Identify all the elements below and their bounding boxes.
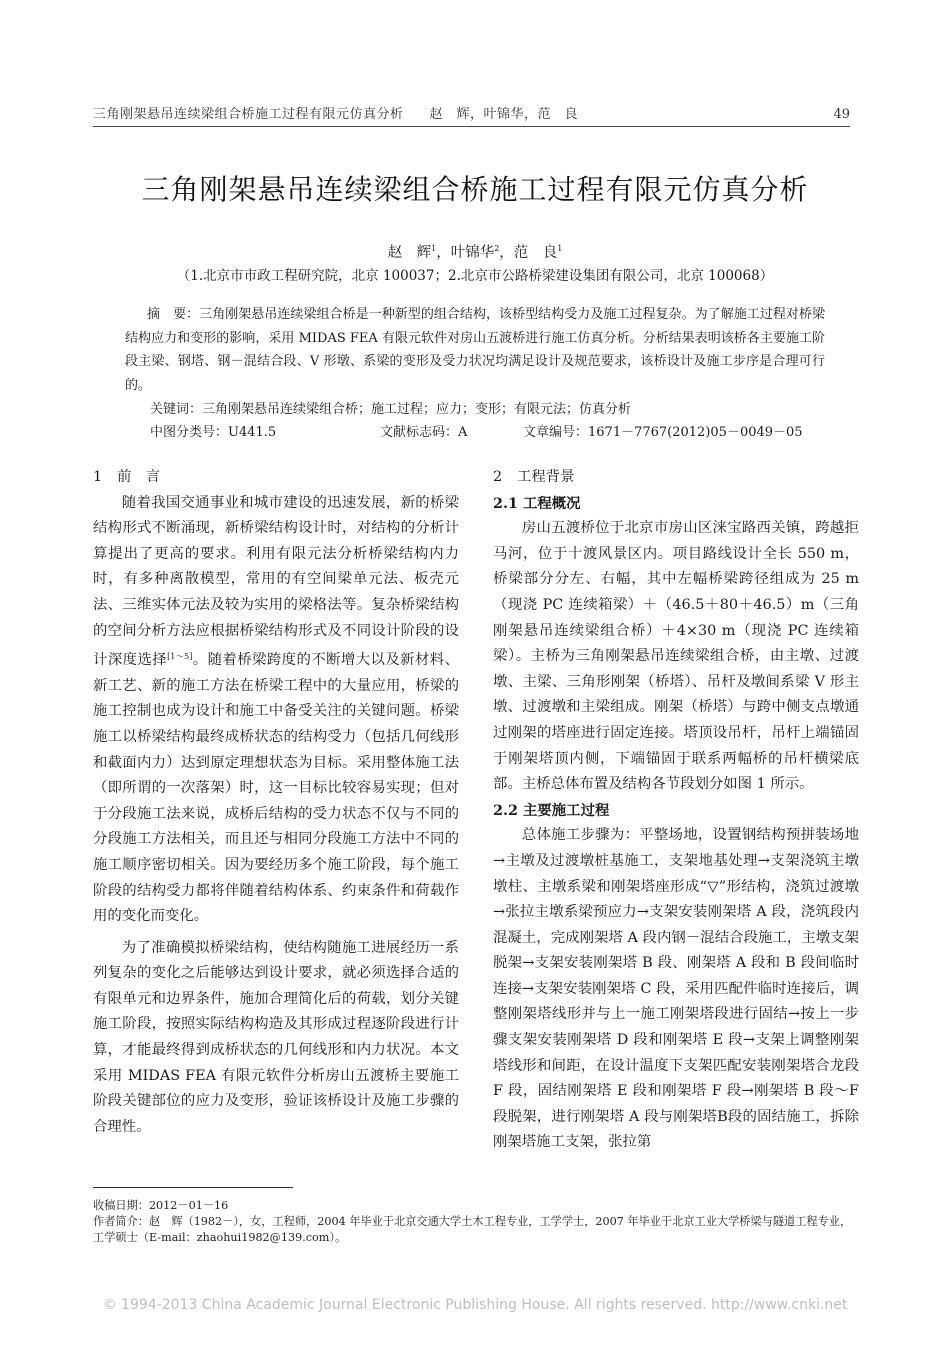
affiliations: （1.北京市市政工程研究院，北京 100037；2.北京市公路桥梁建设集团有限公司，北京 100068）: [176, 268, 774, 284]
running-header: [93, 103, 850, 122]
paragraph: 总体施工步骤为：平整场地，设置钢结构预拼装场地→主墩及过渡墩桩基施工，支架地基处理→支架浇筑主墩墩柱、主墩系梁和刚架塔座形成“▽”形结构，浇筑过渡墩→张拉主墩系梁预应力→支架安装刚架塔 A 段，浇筑段内混凝土，完成刚架塔 A 段内钢－混结合段施工，主墩支架脱架→支架安装刚架塔 B 段、刚架塔 A 段和 B 段间临时连接→支架安装刚架塔 C 段，采用匹配件临时连接后，调整刚架塔线形并与上一施工刚架塔段进行固结→按上一步骤支架安装刚架塔 D 段和刚架塔 E 段→支架上调整刚架塔线形和间距，在设计温度下支架匹配安装刚架塔合龙段 F 段，固结刚架塔 E 段和刚架塔 F 段→刚架塔 B 段～F 段脱架，进行刚架塔 A 段与刚架塔B段的固结施工，拆除刚架塔施工支架，张拉第: [493, 827, 859, 1151]
section-title: 工程背景: [517, 469, 575, 485]
running-header-left: [93, 103, 578, 122]
subsection-title: 工程概况: [523, 494, 581, 512]
footnote-rule: [93, 1187, 293, 1188]
section-number: 1: [93, 469, 103, 485]
header-rule: [93, 126, 850, 127]
abstract: 摘 要：三角刚架悬吊连续梁组合桥是一种新型的组合结构，该桥型结构受力及施工过程复杂。为了解施工过程对桥梁结构应力和变形的影响，采用 MIDAS FEA 有限元软件对房山五渡桥进行施工仿真分析。分析结果表明该桥各主要施工阶段主梁、钢塔、钢－混结合段、V 形墩、系梁的变形及受力状况均满足设计及规范要求，该桥设计及施工步序是合理可行的。: [125, 307, 825, 394]
author-line: [0, 241, 950, 262]
author-3-affil-mark: 1: [557, 244, 563, 254]
paragraph: [93, 491, 459, 930]
copyright-watermark: © 1994-2013 China Academic Journal Electronic Publishing House. All rights reserved. http://www.cnki.net: [102, 1297, 848, 1313]
author-bio: 作者简介：赵 辉（1982－），女，工程师，2004 年毕业于北京交通大学土木工程专业，工学学士，2007 年毕业于北京工业大学桥梁与隧道工程专业，工学硕士（E-mail：zhaohui1982@139.com）。: [93, 1215, 852, 1244]
paragraph-text: 随着我国交通事业和城市建设的迅速发展，新的桥梁结构形式不断涌现，新桥梁结构设计时，对结构的分析计算提出了更高的要求。利用有限元法分析桥梁结构内力时，有多种离散模型，常用的有空间梁单元法、板壳元法、三维实体元法及较为实用的梁格法等。复杂桥梁结构的空间分析方法应根据桥梁结构形式及不同设计阶段的设计深度选择: [93, 494, 459, 669]
author-1-affil-mark: 1: [431, 244, 437, 254]
author-3: ，范 良: [499, 245, 558, 261]
right-column: [493, 465, 859, 1156]
clc-number: 中图分类号：U441.5: [150, 425, 277, 440]
citation: [1～5]: [167, 652, 193, 662]
author-1: 赵 辉: [387, 245, 432, 261]
article-title: 三角刚架悬吊连续梁组合桥施工过程有限元仿真分析: [141, 173, 809, 206]
paragraph: 房山五渡桥位于北京市房山区涞宝路西关镇，跨越拒马河，位于十渡风景区内。项目路线设计全长 550 m，桥梁部分分左、右幅，其中左幅桥梁跨径组成为 25 m（现浇 PC 连续箱梁）＋（46.5＋80＋46.5）m（三角刚架悬吊连续梁组合桥）＋4×30 m（现浇 PC 连续箱梁）。主桥为三角刚架悬吊连续梁组合桥，由主墩、过渡墩、主梁、三角形刚架（桥塔）、吊杆及墩间系梁 V 形主墩、过渡墩和主梁组成。刚架（桥塔）与跨中侧支点墩通过刚架的塔座进行固定连接。塔顶设吊杆，吊杆上端锚固于刚架塔顶内侧，下端锚固于联系两幅桥的吊杆横梁底部。主桥总体布置及结构各节段划分如图 1 所示。: [493, 520, 859, 793]
received-date: 收稿日期：2012－01－16: [93, 1199, 229, 1212]
author-2-affil-mark: 2: [494, 244, 500, 254]
section-title: 前 言: [117, 469, 161, 485]
document-code: 文献标志码：A: [380, 425, 468, 440]
left-column: [93, 465, 459, 1140]
page-number: 49: [833, 107, 850, 122]
classification-line: [150, 421, 830, 440]
subsection-title: 主要施工过程: [523, 801, 610, 819]
paragraph-text: 。随着桥梁跨度的不断增大以及新材料、新工艺、新的施工方法在桥梁工程中的大量应用，桥梁的施工控制也成为设计和施工中备受关注的关键问题。桥梁施工以桥梁结构最终成桥状态的结构受力（包括几何线形和截面内力）达到原定理想状态为目标。采用整体施工法（即所谓的一次落架）时，这一目标比较容易实现；但对于分段施工法来说，成桥后结构的受力状态不仅与不同的分段施工方法相关，而且还与相同分段施工方法中不同的施工顺序密切相关。因为要经历多个施工阶段，每个施工阶段的结构受力都将伴随着结构体系、约束条件和荷载作用的变化而变化。: [93, 652, 459, 925]
section-1-heading: [93, 465, 459, 491]
subsection-2-1-heading: [493, 491, 859, 517]
running-header-authors: 赵 辉，叶锦华，范 良: [429, 107, 579, 122]
section-2-heading: [493, 465, 859, 491]
subsection-number: 2.2: [493, 801, 519, 819]
running-header-title: 三角刚架悬吊连续梁组合桥施工过程有限元仿真分析: [93, 107, 404, 122]
keywords: 关键词：三角刚架悬吊连续梁组合桥；施工过程；应力；变形；有限元法；仿真分析: [150, 402, 632, 417]
article-number: 文章编号：1671－7767(2012)05－0049－05: [523, 425, 803, 440]
subsection-2-2-heading: [493, 798, 859, 824]
section-number: 2: [493, 469, 503, 485]
author-2: ，叶锦华: [436, 245, 495, 261]
footnote: [93, 1198, 853, 1246]
subsection-number: 2.1: [493, 494, 519, 512]
paragraph: 为了准确模拟桥梁结构，使结构随施工进展经历一系列复杂的变化之后能够达到设计要求，就必须选择合适的有限单元和边界条件，施加合理简化后的荷载，划分关键施工阶段，按照实际结构构造及其形成过程逐阶段进行计算，才能最终得到成桥状态的几何线形和内力状况。本文采用 MIDAS FEA 有限元软件分析房山五渡桥主要施工阶段关键部位的应力及变形，验证该桥设计及施工步骤的合理性。: [93, 939, 459, 1135]
